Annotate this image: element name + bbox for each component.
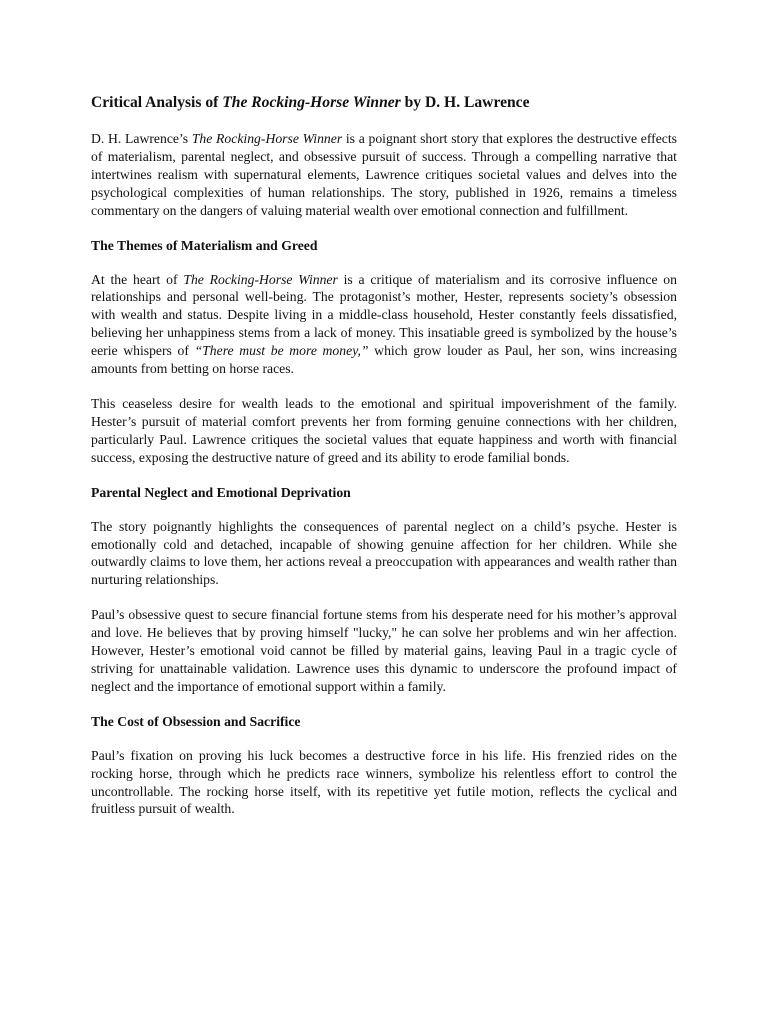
section-heading-obsession: The Cost of Obsession and Sacrifice [91, 713, 301, 729]
materialism-text-a: At the heart of [91, 271, 184, 287]
title-suffix: by D. H. Lawrence [400, 94, 530, 111]
document-page [91, 91, 677, 818]
document-title [91, 91, 677, 115]
intro-text-a: D. H. Lawrence’s [91, 131, 192, 146]
intro-work-title: The Rocking-Horse Winner [191, 131, 343, 146]
materialism-paragraph-1 [91, 271, 677, 378]
materialism-quote: “There must be more money,” [194, 343, 369, 359]
obsession-paragraph-1: Paul’s fixation on proving his luck becomes a destructive force in his life. His frenzied rides on the rocking horse, through which he predicts race winners, symbolize his relentless effort to control the uncontrollable. The rocking horse itself, with its repetitive yet futile motion, reflects the cyclical and fruitless pursuit of wealth. [91, 747, 677, 817]
intro-paragraph [91, 130, 677, 220]
title-work: The Rocking-Horse Winner [222, 94, 401, 111]
materialism-text-b: is a critique of materialism and its corrosive influence on relationships and personal well-being. The protagonist’s mother, Hester, represents society’s obsession with wealth and status. Despite living in a middle-class household, Hester constantly feels dissatisfied, believing her unhappiness stems from a lack of money. This insatiable greed is symbolized by the house’s eerie whispers of [91, 271, 677, 359]
neglect-paragraph-2: Paul’s obsessive quest to secure financial fortune stems from his desperate need for his mother’s approval and love. He believes that by proving himself "lucky," he can solve her problems and win her affection. However, Hester’s emotional void cannot be filled by material gains, leaving Paul in a tragic cycle of striving for unattainable validation. Lawrence uses this dynamic to underscore the profound impact of neglect and the importance of emotional support within a family. [91, 607, 677, 694]
section-heading-materialism: The Themes of Materialism and Greed [91, 237, 318, 253]
section-heading-neglect: Parental Neglect and Emotional Deprivation [91, 484, 351, 500]
materialism-work-title: The Rocking-Horse Winner [183, 271, 338, 287]
neglect-paragraph-1: The story poignantly highlights the consequences of parental neglect on a child’s psyche. Hester is emotionally cold and detached, incapable of showing genuine affection for her children. While she outwardly claims to love them, her actions reveal a preoccupation with appearances and wealth rather than nurturing relationships. [91, 518, 677, 588]
materialism-paragraph-2: This ceaseless desire for wealth leads to the emotional and spiritual impoverishment of the family. Hester’s pursuit of material comfort prevents her from forming genuine connections with her children, particularly Paul. Lawrence critiques the societal values that equate happiness and worth with financial success, exposing the destructive nature of greed and its ability to erode familial bonds. [91, 395, 677, 465]
title-prefix: Critical Analysis of [91, 94, 223, 111]
intro-text-b: is a poignant short story that explores the destructive effects of materialism, parental neglect, and obsessive pursuit of success. Through a compelling narrative that intertwines realism with supernatural elements, Lawrence critiques societal values and delves into the psychological complexities of human relationships. The story, published in 1926, remains a timeless commentary on the dangers of valuing material wealth over emotional connection and fulfillment. [91, 131, 677, 218]
materialism-text-c: which grow louder as Paul, her son, wins increasing amounts from betting on horse races. [91, 343, 677, 377]
